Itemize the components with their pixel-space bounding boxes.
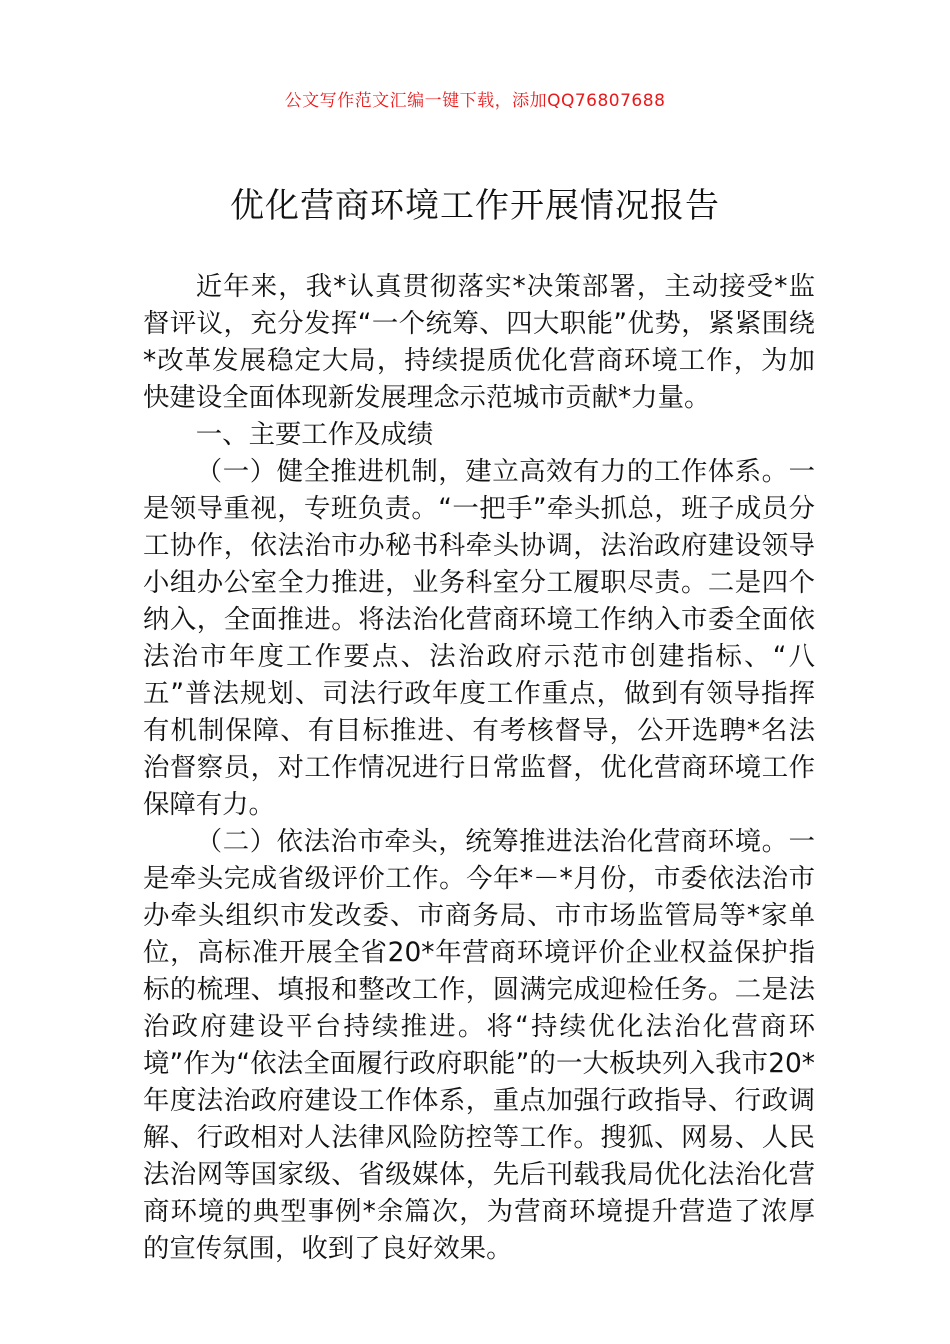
paragraph-intro: 近年来，我*认真贯彻落实*决策部署，主动接受*监督评议，充分发挥“一个统筹、四大职能”优势，紧紧围绕*改革发展稳定大局，持续提质优化营商环境工作，为加快建设全面体现新发展理念示范城市贡献*力量。 [143,271,815,413]
document-body [143,268,815,1267]
paragraph-item-2: （二）依法治市牵头，统筹推进法治化营商环境。一是牵头完成省级评价工作。今年*－*月份，市委依法治市办牵头组织市发改委、市商务局、市市场监管局等*家单位，高标准开展全省20*年营商环境评价企业权益保护指标的梳理、填报和整改工作，圆满完成迎检任务。二是法治政府建设平台持续推进。将“持续优化法治化营商环境”作为“依法全面履行政府职能”的一大板块列入我市20*年度法治政府建设工作体系，重点加强行政指导、行政调解、行政相对人法律风险防控等工作。搜狐、网易、人民法治网等国家级、省级媒体，先后刊载我局优化法治化营商环境的典型事例*余篇次，为营商环境提升营造了浓厚的宣传氛围，收到了良好效果。 [143,826,815,1264]
paragraph-item-1: （一）健全推进机制，建立高效有力的工作体系。一是领导重视，专班负责。“一把手”牵头抓总，班子成员分工协作，依法治市办秘书科牵头协调，法治政府建设领导小组办公室全力推进，业务科室分工履职尽责。二是四个纳入，全面推进。将法治化营商环境工作纳入市委全面依法治市年度工作要点、法治政府示范市创建指标、“八五”普法规划、司法行政年度工作重点，做到有领导指挥有机制保障、有目标推进、有考核督导，公开选聘*名法治督察员，对工作情况进行日常监督，优化营商环境工作保障有力。 [143,456,815,820]
section-heading: 一、主要工作及成绩 [195,419,434,450]
page-title: 优化营商环境工作开展情况报告 [230,186,720,226]
download-watermark: 公文写作范文汇编一键下载，添加QQ76807688 [284,91,666,111]
